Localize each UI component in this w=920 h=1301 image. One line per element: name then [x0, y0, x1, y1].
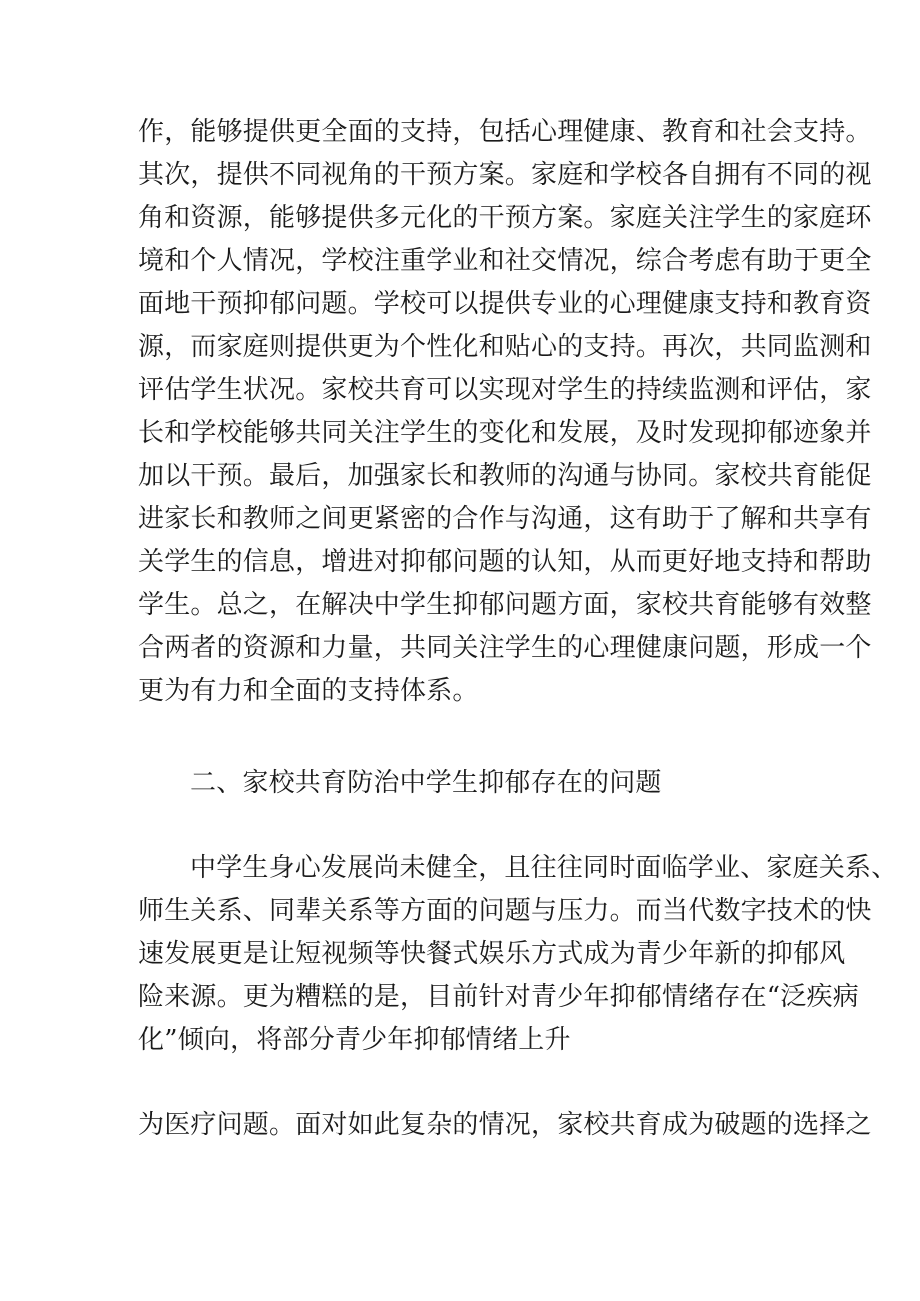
paragraph-line: 速发展更是让短视频等快餐式娱乐方式成为青少年新的抑郁风	[138, 939, 846, 969]
paragraph-line: 境和个人情况，学校注重学业和社交情况，综合考虑有助于更全	[138, 246, 872, 276]
paragraph-line: 师生关系、同辈关系等方面的问题与压力。而当代数字技术的快	[138, 896, 872, 926]
paragraph-line: 作，能够提供更全面的支持，包括心理健康、教育和社会支持。	[138, 117, 872, 147]
paragraph-line: 源，而家庭则提供更为个性化和贴心的支持。再次，共同监测和	[138, 332, 872, 362]
paragraph-line: 进家长和教师之间更紧密的合作与沟通，这有助于了解和共享有	[138, 504, 872, 534]
paragraph-line: 加以干预。最后，加强家长和教师的沟通与协同。家校共育能促	[138, 461, 872, 491]
paragraph-line: 关学生的信息，增进对抑郁问题的认知，从而更好地支持和帮助	[138, 547, 872, 577]
paragraph-line: 其次，提供不同视角的干预方案。家庭和学校各自拥有不同的视	[138, 160, 872, 190]
paragraph-line: 更为有力和全面的支持体系。	[138, 676, 479, 706]
paragraph-line: 角和资源，能够提供多元化的干预方案。家庭关注学生的家庭环	[138, 203, 872, 233]
paragraph-line: 面地干预抑郁问题。学校可以提供专业的心理健康支持和教育资	[138, 289, 872, 319]
paragraph-line: 评估学生状况。家校共育可以实现对学生的持续监测和评估，家	[138, 375, 872, 405]
paragraph-line: 合两者的资源和力量，共同关注学生的心理健康问题，形成一个	[138, 633, 872, 663]
paragraph-line: 险来源。更为糟糕的是，目前针对青少年抑郁情绪存在“泛疾病	[138, 982, 859, 1012]
paragraph-line: 化”倾向，将部分青少年抑郁情绪上升	[138, 1025, 571, 1055]
paragraph-line: 学生。总之，在解决中学生抑郁问题方面，家校共育能够有效整	[138, 590, 872, 620]
paragraph-line: 中学生身心发展尚未健全，且往往同时面临学业、家庭关系、	[190, 853, 898, 883]
section-heading: 二、家校共育防治中学生抑郁存在的问题	[190, 768, 662, 798]
paragraph-line: 长和学校能够共同关注学生的变化和发展，及时发现抑郁迹象并	[138, 418, 872, 448]
paragraph-line: 为医疗问题。面对如此复杂的情况，家校共育成为破题的选择之	[138, 1110, 872, 1140]
